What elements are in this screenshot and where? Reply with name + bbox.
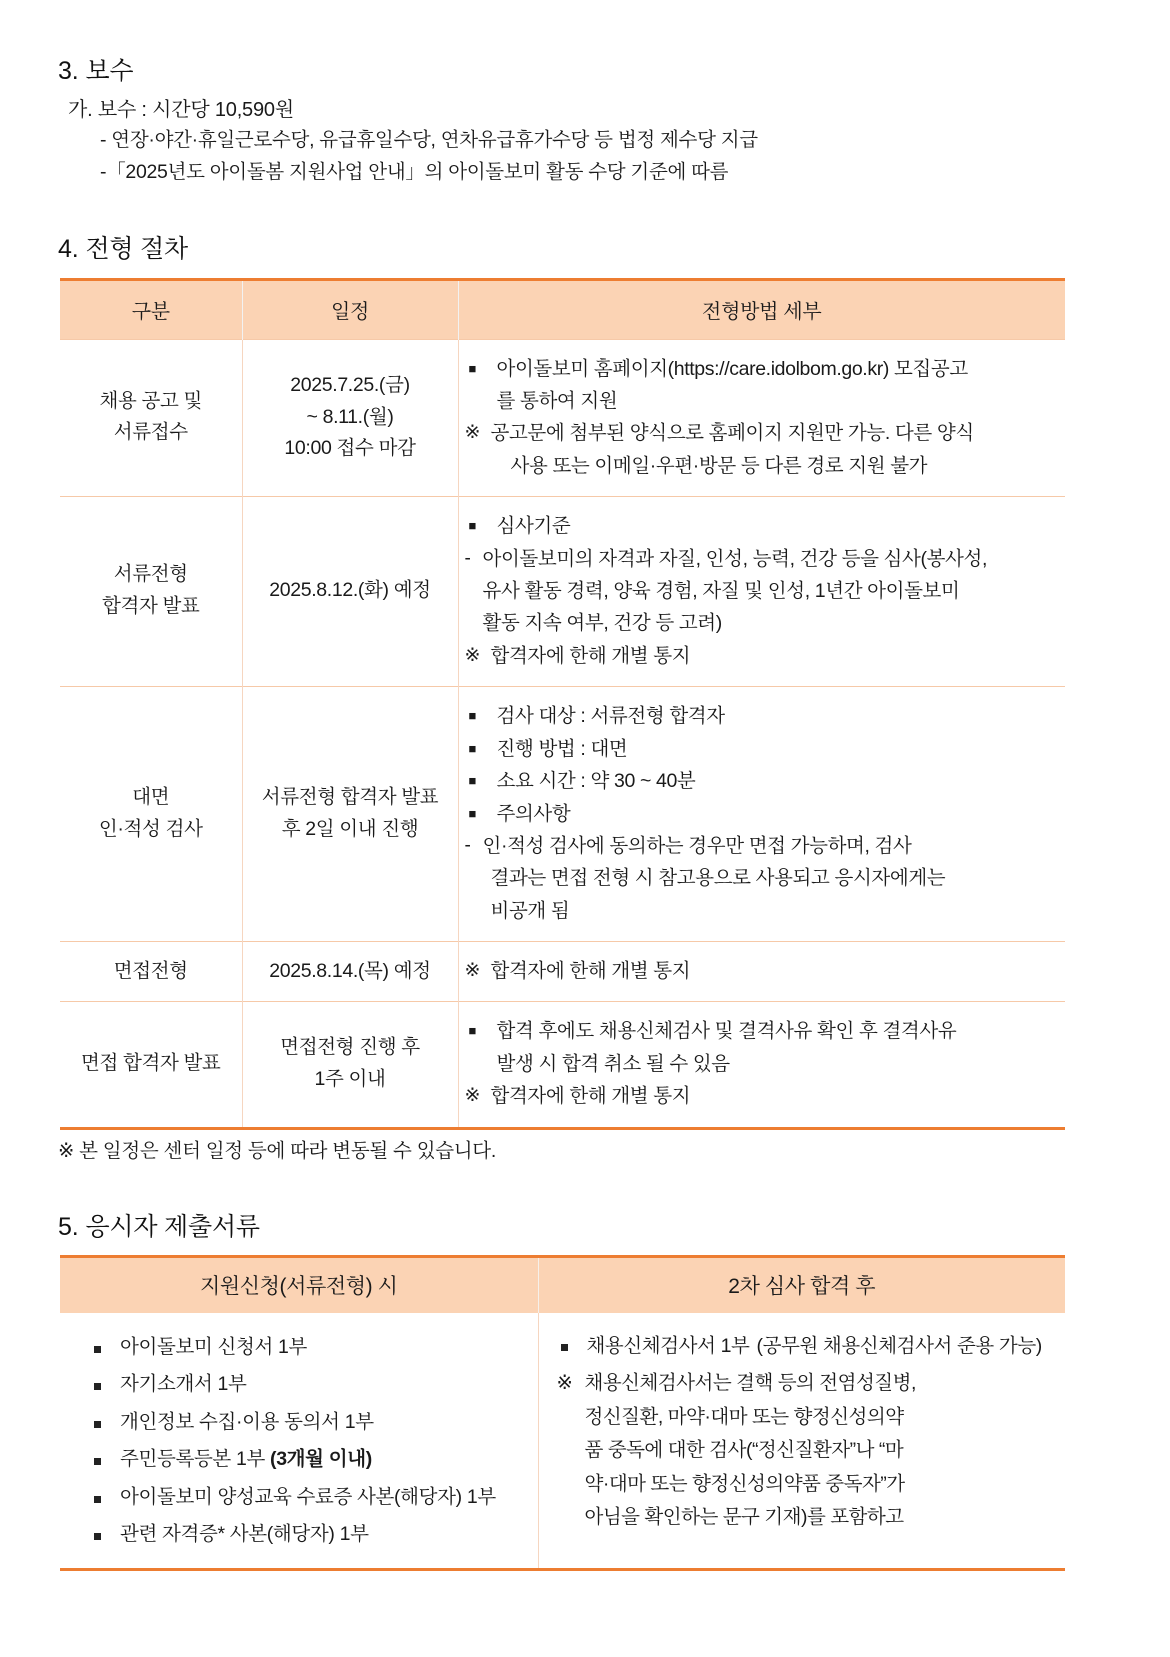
table-row [60, 497, 1065, 687]
list-item [88, 1366, 528, 1403]
category-line-2: 합격자 발표 [101, 595, 200, 618]
note-line: 정신질환, 마약·대마 또는 향정신성의약 [584, 1405, 904, 1428]
cell-category [60, 942, 242, 1002]
detail-bullet [465, 700, 1060, 733]
cell-method [458, 497, 1065, 687]
section-3-dash-1: - 연장·야간·휴일근로수당, 유급휴일수당, 연차유급휴가수당 등 법정 제수당 지급 [100, 129, 758, 152]
square-bullet-icon: ■ [468, 773, 477, 789]
section-4-number: 4. [58, 235, 79, 264]
schedule-line-2: 후 2일 이내 진행 [281, 817, 419, 840]
column-header-schedule: 일정 [242, 279, 458, 339]
reference-mark-icon: ※ [464, 1085, 481, 1107]
detail-note [465, 955, 1060, 987]
table-row [60, 1002, 1065, 1128]
spacer [58, 1243, 1112, 1255]
section-5-number: 5. [58, 1212, 79, 1241]
detail-line: 공고문에 첨부된 양식으로 홈페이지 지원만 가능. 다른 양식 [490, 422, 974, 445]
category-line-1: 서류전형 [113, 563, 188, 586]
dash-mark-icon: - [464, 835, 471, 857]
column-header-category: 구분 [60, 279, 242, 339]
column-header-method: 전형방법 세부 [458, 279, 1065, 339]
detail-bullet [465, 765, 1060, 798]
note-line: 채용신체검사서는 결핵 등의 전염성질병, [584, 1372, 916, 1395]
category-line-1: 면접 합격자 발표 [80, 1052, 221, 1075]
application-documents-list [70, 1329, 528, 1554]
note-line: 품 중독에 대한 검사(“정신질환자”나 “마 [584, 1439, 904, 1462]
cell-schedule [242, 687, 458, 942]
detail-line: 합격자에 한해 개별 통지 [490, 960, 691, 983]
category-line-1: 면접전형 [113, 959, 188, 982]
spacer [58, 188, 1112, 234]
detail-line: 진행 방법 : 대면 [496, 737, 628, 760]
reference-mark-icon: ※ [464, 960, 481, 982]
square-bullet-icon: ■ [468, 708, 477, 724]
section-3-heading [58, 56, 1112, 87]
detail-note [465, 417, 1060, 482]
schedule-line-2: 1주 이내 [314, 1068, 386, 1090]
cell-method [458, 339, 1065, 496]
document-name: 관련 자격증* 사본(해당자) 1부 [120, 1523, 369, 1546]
document-name: 자기소개서 1부 [120, 1373, 247, 1396]
square-bullet-icon: ■ [468, 740, 477, 756]
document-name: 개인정보 수집·이용 동의서 1부 [120, 1410, 374, 1433]
cell-schedule [242, 942, 458, 1002]
square-bullet-icon: ■ [468, 1023, 477, 1039]
square-bullet-icon: ■ [468, 518, 477, 534]
cell-schedule [242, 339, 458, 496]
schedule-line-1: 면접전형 진행 후 [280, 1036, 420, 1059]
cell-method [458, 687, 1065, 942]
schedule-line-1: 2025.8.12.(화) 예정 [269, 579, 431, 602]
detail-bullet [465, 510, 1060, 543]
detail-line: 를 통하여 지원 [496, 390, 618, 413]
list-item [88, 1404, 528, 1441]
schedule-line-1: 2025.7.25.(금) [290, 374, 410, 396]
schedule-line-1: 2025.8.14.(목) 예정 [269, 959, 431, 982]
cell-category [60, 1002, 242, 1128]
after-pass-note [557, 1367, 1056, 1535]
spacer [58, 1166, 1112, 1212]
detail-line: 결과는 면접 전형 시 참고용으로 사용되고 응시자에게는 [490, 867, 946, 890]
detail-line: 합격 후에도 채용신체검사 및 결격사유 확인 후 결격사유 [496, 1020, 957, 1043]
after-pass-documents-block [549, 1329, 1056, 1535]
detail-line: 사용 또는 이메일·우편·방문 등 다른 경로 지원 불가 [510, 454, 928, 477]
square-bullet-icon: ■ [468, 805, 477, 821]
detail-line: 합격자에 한해 개별 통지 [490, 644, 691, 667]
required-documents-table [60, 1255, 1065, 1571]
detail-bullet [465, 353, 1060, 418]
section-3-dash-2: -「2025년도 아이돌봄 지원사업 안내」의 아이돌보미 활동 수당 기준에 따름 [100, 160, 729, 183]
detail-bullet [465, 798, 1060, 831]
reference-mark-icon: ※ [556, 1372, 573, 1395]
list-item [88, 1441, 528, 1478]
square-bullet-icon: ■ [468, 360, 477, 376]
document-name: 채용신체검사서 1부 [586, 1335, 750, 1358]
list-item [88, 1479, 528, 1516]
category-line-1: 채용 공고 및 [99, 389, 203, 412]
column-header-after-pass: 2차 심사 합격 후 [538, 1257, 1065, 1314]
section-3-item-a: 가. 보수 : 시간당 10,590원 [68, 99, 294, 122]
column-header-application: 지원신청(서류전형) 시 [60, 1257, 538, 1314]
document-name: 주민등록등본 1부 [120, 1448, 271, 1471]
detail-dash [465, 830, 1060, 927]
cell-schedule [242, 497, 458, 687]
detail-line: 비공개 됨 [490, 899, 570, 922]
cell-category [60, 687, 242, 942]
section-3-title: 보수 [85, 57, 134, 85]
cell-category [60, 497, 242, 687]
note-line: 약·대마 또는 향정신성의약품 중독자”가 [584, 1472, 905, 1495]
document-note: (3개월 이내) [270, 1448, 372, 1471]
list-item [88, 1329, 528, 1366]
table-header-row [60, 1257, 1065, 1314]
schedule-line-2: ~ 8.11.(월) [306, 405, 394, 428]
detail-bullet [465, 733, 1060, 766]
table-header-row [60, 279, 1065, 339]
cell-schedule [242, 1002, 458, 1128]
list-item [557, 1329, 1056, 1363]
table-row [60, 339, 1065, 496]
reference-mark-icon: ※ [464, 422, 481, 444]
cell-category [60, 339, 242, 496]
reference-mark-icon: ※ [464, 644, 481, 666]
section-5-heading [58, 1212, 1112, 1243]
table-row [60, 687, 1065, 942]
section-4-title: 전형 절차 [85, 235, 188, 264]
document-name: 아이돌보미 신청서 1부 [120, 1336, 308, 1359]
detail-line: 합격자에 한해 개별 통지 [490, 1085, 691, 1108]
cell-after-pass-documents [538, 1313, 1065, 1569]
schedule-line-1: 서류전형 합격자 발표 [261, 785, 439, 808]
section-4-footnote: ※ 본 일정은 센터 일정 등에 따라 변동될 수 있습니다. [58, 1139, 496, 1162]
detail-line: 심사기준 [496, 515, 571, 538]
detail-line: 아이돌보미의 자격과 자질, 인성, 능력, 건강 등을 심사(봉사성, [482, 547, 987, 570]
detail-bullet [465, 1015, 1060, 1080]
dash-mark-icon: - [464, 547, 471, 569]
table-row [60, 1313, 1065, 1569]
section-4-heading [58, 234, 1112, 265]
category-line-1: 대면 [132, 785, 170, 808]
detail-note [465, 1080, 1060, 1112]
document-subnote: (공무원 채용신체검사서 준용 가능) [756, 1335, 1042, 1358]
category-line-2: 인·적성 검사 [98, 817, 203, 840]
detail-note [465, 640, 1060, 672]
list-item [88, 1516, 528, 1553]
detail-line: 소요 시간 : 약 30 ~ 40분 [496, 770, 696, 793]
spacer [58, 266, 1112, 278]
detail-line: 인·적성 검사에 동의하는 경우만 면접 가능하며, 검사 [482, 835, 912, 858]
detail-line: 검사 대상 : 서류전형 합격자 [496, 705, 725, 728]
detail-line: 활동 지속 여부, 건강 등 고려) [482, 612, 722, 635]
detail-line: 주의사항 [496, 802, 571, 825]
table-row [60, 942, 1065, 1002]
document-name: 아이돌보미 양성교육 수료증 사본(해당자) 1부 [120, 1485, 496, 1508]
section-5-title: 응시자 제출서류 [85, 1212, 260, 1241]
detail-line: 발생 시 합격 취소 될 수 있음 [496, 1052, 730, 1075]
cell-application-documents [60, 1313, 538, 1569]
detail-line: 아이돌보미 홈페이지(https://care.idolbom.go.kr) 모집공고 [496, 357, 968, 380]
note-line: 아님을 확인하는 문구 기재)를 포함하고 [584, 1506, 904, 1529]
selection-process-table [60, 278, 1065, 1130]
detail-dash [465, 543, 1060, 640]
detail-line: 유사 활동 경력, 양육 경험, 자질 및 인성, 1년간 아이돌보미 [482, 579, 960, 602]
section-3-number: 3. [58, 57, 79, 85]
cell-method [458, 1002, 1065, 1128]
category-line-2: 서류접수 [113, 421, 188, 444]
schedule-line-3: 10:00 접수 마감 [284, 437, 416, 460]
cell-method [458, 942, 1065, 1002]
